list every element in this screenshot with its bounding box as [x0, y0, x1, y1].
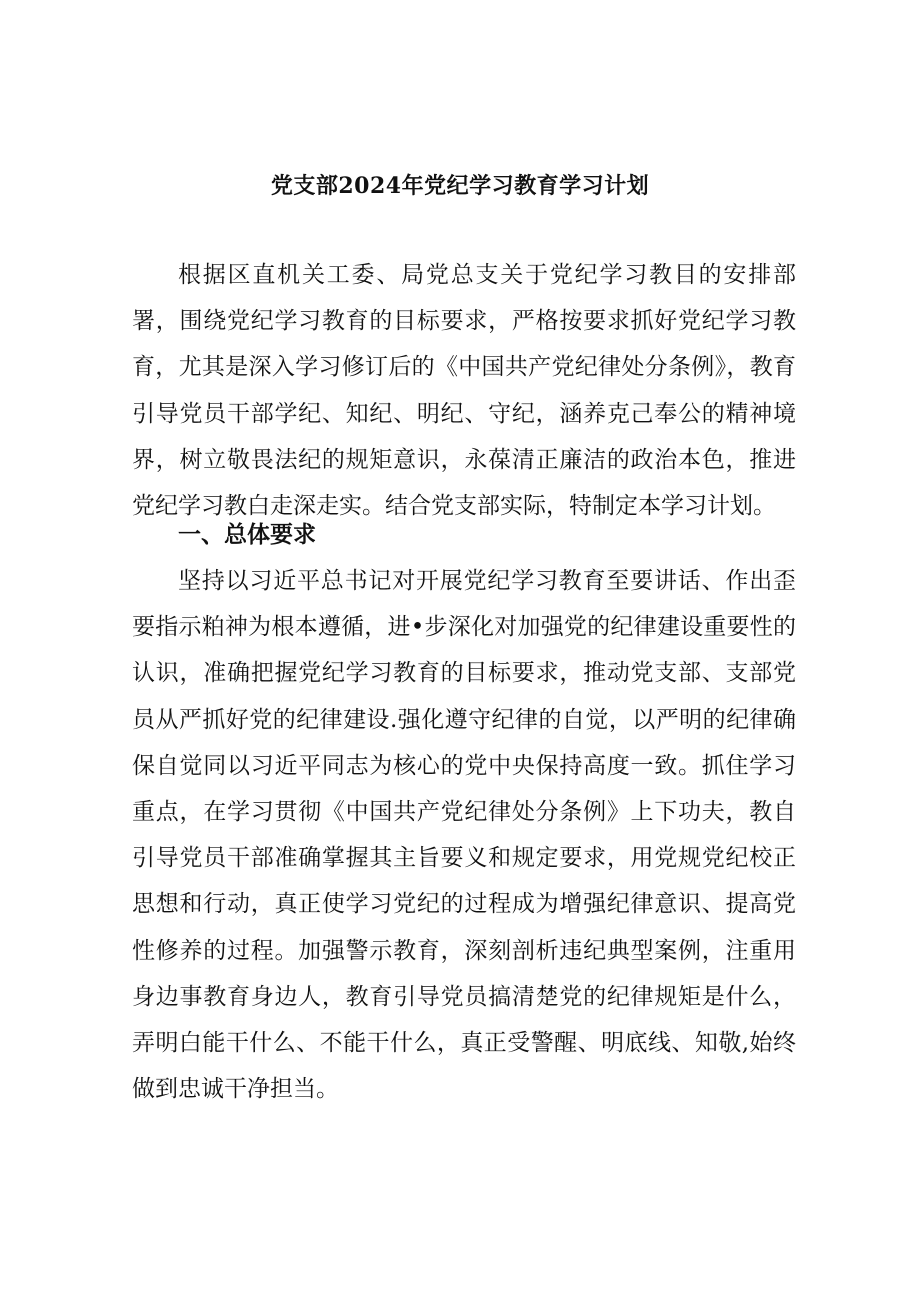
intro-paragraph: 根据区直机关工委、局党总支关于党纪学习教目的安排部署，围绕党纪学习教育的目标要求，严格按要求抓好党纪学习教育，尤其是深入学习修订后的《中国共产党纪律处分条例》，教育引导党员干部学纪、知纪、明纪、守纪，涵养克己奉公的精神境界，树立敬畏法纪的规矩意识，永葆清正廉洁的政治本色，推进党纪学习教白走深走实。结合党支部实际，特制定本学习计划。: [132, 262, 796, 520]
overall-requirements-paragraph: 坚持以习近平总书记对开展党纪学习教育至要讲话、作出歪要指示粕神为根本遵循，进•步深化对加强党的纪律建设重要性的认识，准确把握党纪学习教育的目标要求，推动党支部、支部党员从严抓好党的纪律建设.强化遵守纪律的自觉，以严明的纪律确保自觉同以习近平同志为核心的党中央保持高度一致。抓住学习重点，在学习贯彻《中国共产党纪律处分条例》上下功夫，教自引导党员干部准确掌握其主旨要义和规定要求，用党规党纪校正思想和行动，真正使学习党纪的过程成为增强纪律意识、提高党性修养的过程。加强警示教育，深刻剖析违纪典型案例，注重用身边事教育身边人，教育引导党员搞清楚党的纪律规矩是什么，弄明白能干什么、不能干什么，真正受警醒、明底线、知敬,始终做到忠诚干净担当。: [132, 568, 796, 1103]
section-heading-overall-requirements: 一、总体要求: [178, 521, 316, 548]
document-title: 党支部2024年党纪学习教育学习计划: [270, 173, 650, 199]
